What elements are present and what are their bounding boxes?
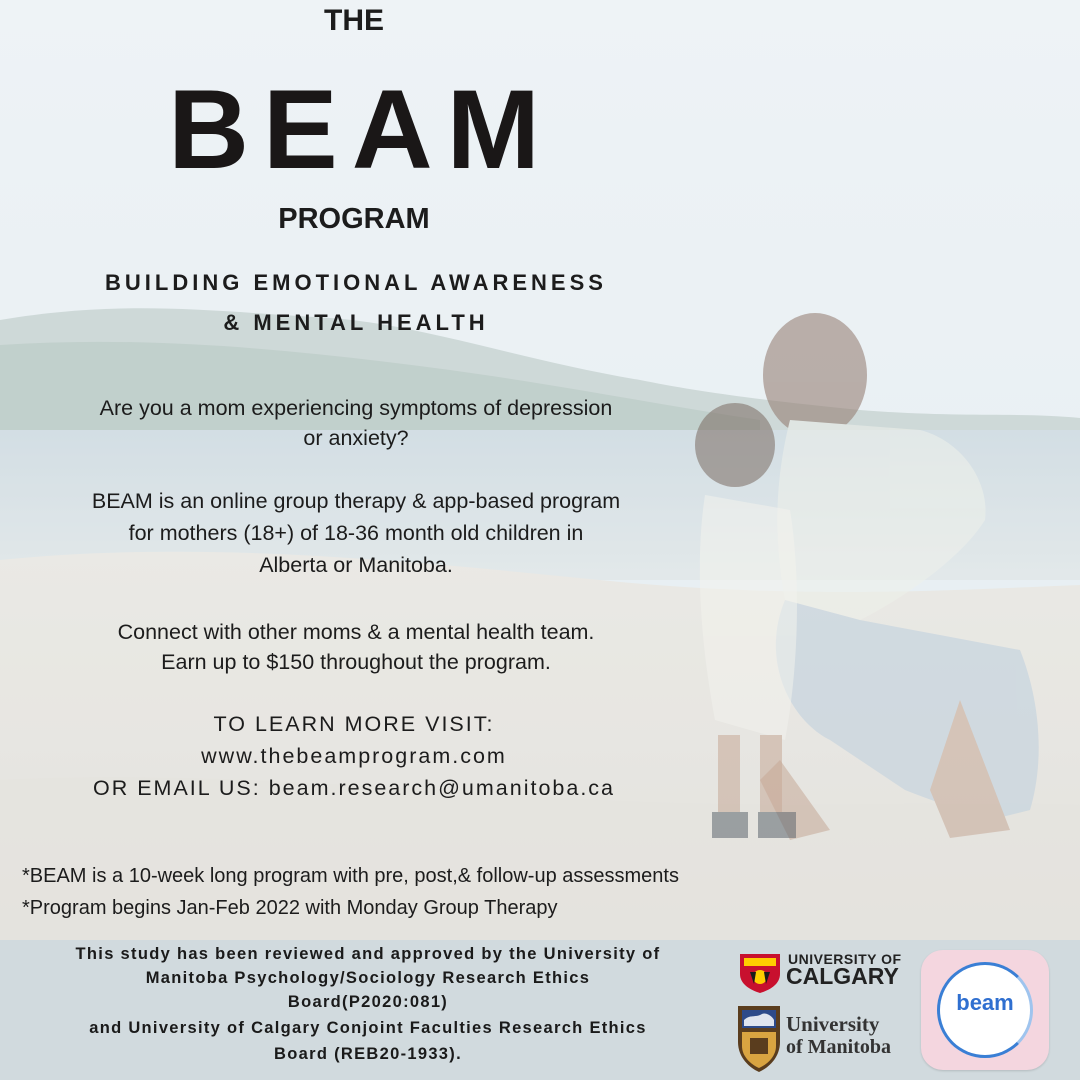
subtitle-line-2: & MENTAL HEALTH (223, 310, 489, 335)
note-program-start: *Program begins Jan-Feb 2022 with Monday Group Therapy (22, 897, 558, 919)
page-title: BEAM (168, 67, 554, 192)
description-line-1: BEAM is an online group therapy & app-based program (91, 489, 621, 513)
ethics-line-3: Board(P2020:081) (287, 993, 449, 1011)
manitoba-logo-text-2: of Manitoba (786, 1036, 891, 1058)
header-program: PROGRAM (278, 203, 430, 235)
calgary-logo-text-1: UNIVERSITY OF (788, 951, 902, 967)
email-line[interactable]: OR EMAIL US: beam.research@umanitoba.ca (92, 776, 616, 800)
ethics-line-1: This study has been reviewed and approved by the University of (75, 945, 661, 963)
website-link[interactable]: www.thebeamprogram.com (201, 744, 507, 768)
calgary-logo-text-2: CALGARY (786, 963, 899, 989)
beam-app-icon (921, 950, 1049, 1070)
header-the: THE (324, 4, 384, 37)
app-icon-label: beam (956, 990, 1014, 1015)
subtitle-line-1: BUILDING EMOTIONAL AWARENESS (105, 270, 607, 295)
ethics-line-2: Manitoba Psychology/Sociology Research Ethics (145, 969, 591, 987)
description-line-3: Alberta or Manitoba. (259, 553, 453, 577)
connect-line-2: Earn up to $150 throughout the program. (161, 650, 551, 674)
ethics-line-5: Board (REB20-1933). (274, 1045, 462, 1063)
question-line-2: or anxiety? (303, 426, 409, 450)
question-line-1: Are you a mom experiencing symptoms of depression (99, 396, 613, 420)
note-program-length: *BEAM is a 10-week long program with pre, post,& follow-up assessments (22, 865, 679, 887)
manitoba-logo-text-1: University (786, 1012, 880, 1036)
ethics-line-4: and University of Calgary Conjoint Faculties Research Ethics (89, 1019, 647, 1037)
learn-more-label: TO LEARN MORE VISIT: (213, 712, 495, 736)
connect-line-1: Connect with other moms & a mental health team. (117, 620, 595, 644)
description-line-2: for mothers (18+) of 18-36 month old children in (128, 521, 584, 545)
